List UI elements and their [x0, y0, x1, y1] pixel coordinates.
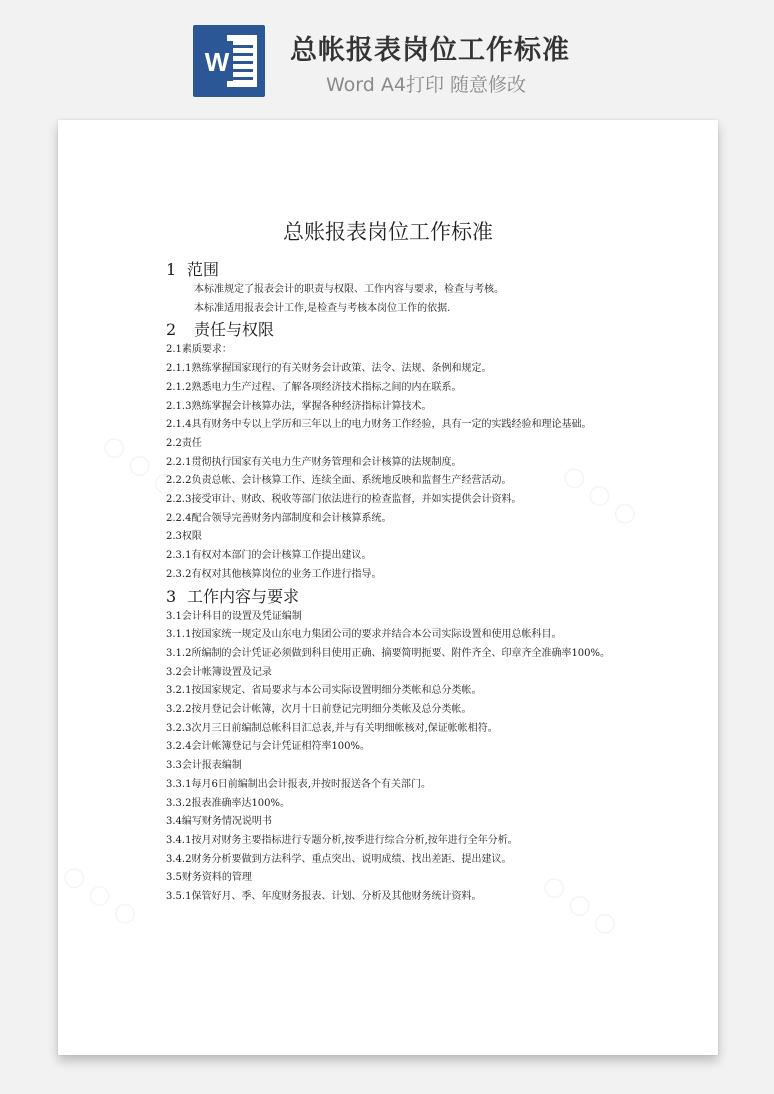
- paragraph: 3.4.1按月对财务主要指标进行专题分析,按季进行综合分析,按年进行全年分析。: [166, 834, 518, 846]
- paragraph: 2.3权限: [166, 531, 202, 543]
- paragraph: 2.3.2有权对其他核算岗位的业务工作进行指导。: [166, 568, 382, 580]
- paragraph: 2.1.1熟练掌握国家现行的有关财务会计政策、法令、法规、条例和规定。: [166, 363, 492, 375]
- paragraph: 2.2.4配合领导完善财务内部制度和会计核算系统。: [166, 512, 392, 524]
- paragraph: 3.2.1按国家规定、省局要求与本公司实际设置明细分类帐和总分类帐。: [166, 685, 482, 697]
- paragraph: 3.1会计科目的设置及凭证编制: [166, 610, 302, 622]
- paragraph: 3.2.2按月登记会计帐簿，次月十日前登记完明细分类帐及总分类帐。: [166, 704, 472, 716]
- paragraph: 2.1.2熟悉电力生产过程、了解各项经济技术指标之间的内在联系。: [166, 381, 462, 393]
- document-title: 总账报表岗位工作标准: [283, 220, 493, 244]
- paragraph: 3.2会计帐簿设置及记录: [166, 666, 272, 678]
- paragraph: 2.1素质要求：: [166, 344, 232, 356]
- paragraph: 本标准规定了报表会计的职责与权限、工作内容与要求，检查与考核。: [194, 284, 504, 295]
- word-logo-letter: W: [204, 47, 230, 77]
- section-number: 1: [166, 260, 177, 279]
- paragraph: 3.4编写财务情况说明书: [166, 816, 272, 828]
- paragraph: 3.2.4会计帐簿登记与会计凭证相符率100%。: [166, 741, 371, 753]
- document-body: [166, 258, 621, 907]
- banner-subtitle: Word A4打印 随意修改: [326, 74, 527, 96]
- section-heading-text: 范围: [187, 260, 220, 279]
- paragraph: 2.2.2负责总帐、会计核算工作、连续全面、系统地反映和监督生产经营活动。: [166, 475, 512, 487]
- paragraph: 3.3.2报表准确率达100%。: [166, 797, 291, 809]
- paragraph: 本标准适用报表会计工作,是检查与考核本岗位工作的依据.: [194, 302, 451, 314]
- section-heading: [166, 585, 621, 608]
- watermark: [57, 858, 144, 931]
- paragraph: 3.2.3次月三日前编制总帐科目汇总表,并与有关明细帐核对,保证帐帐相符。: [166, 722, 498, 734]
- section-heading-text: 责任与权限: [194, 320, 275, 340]
- document-page: [58, 120, 718, 1055]
- paragraph: 3.4.2财务分析要做到方法科学、重点突出、说明成绩、找出差距、提出建议。: [166, 853, 512, 865]
- paragraph: 3.1.2所编制的会计凭证必须做到科目使用正确、摘要简明扼要、附件齐全、印章齐全准确率100%。: [166, 647, 611, 659]
- paragraph: 3.5.1保管好月、季、年度财务报表、计划、分析及其他财务统计资料。: [166, 891, 482, 903]
- banner-title: 总帐报表岗位工作标准: [290, 35, 570, 66]
- section-number: 2: [166, 320, 177, 340]
- paragraph: 3.5财务资料的管理: [166, 872, 252, 884]
- word-icon: [193, 25, 265, 97]
- paragraph: 3.3.1每月6日前编制出会计报表,并按时报送各个有关部门。: [166, 778, 431, 790]
- paragraph: 2.1.3熟练掌握会计核算办法，掌握各种经济指标计算技术。: [166, 400, 432, 412]
- paragraph: 2.2.1贯彻执行国家有关电力生产财务管理和会计核算的法规制度。: [166, 456, 462, 468]
- section-heading: [166, 258, 621, 281]
- paragraph: 2.1.4具有财务中专以上学历和三年以上的电力财务工作经验，具有一定的实践经验和理论基础。: [166, 419, 592, 431]
- paragraph: 3.1.1按国家统一规定及山东电力集团公司的要求并结合本公司实际设置和使用总帐科目。: [166, 629, 562, 641]
- paragraph: 2.3.1有权对本部门的会计核算工作提出建议。: [166, 550, 372, 562]
- paragraph: 2.2.3接受审计、财政、税收等部门依法进行的检查监督，并如实提供会计资料。: [166, 494, 522, 506]
- header-banner: [0, 0, 774, 118]
- section-heading: [166, 318, 621, 341]
- section-heading-text: 工作内容与要求: [187, 586, 300, 606]
- paragraph: 3.3会计报表编制: [166, 760, 242, 772]
- paragraph: 2.2责任: [166, 437, 202, 449]
- section-number: 3: [166, 586, 177, 606]
